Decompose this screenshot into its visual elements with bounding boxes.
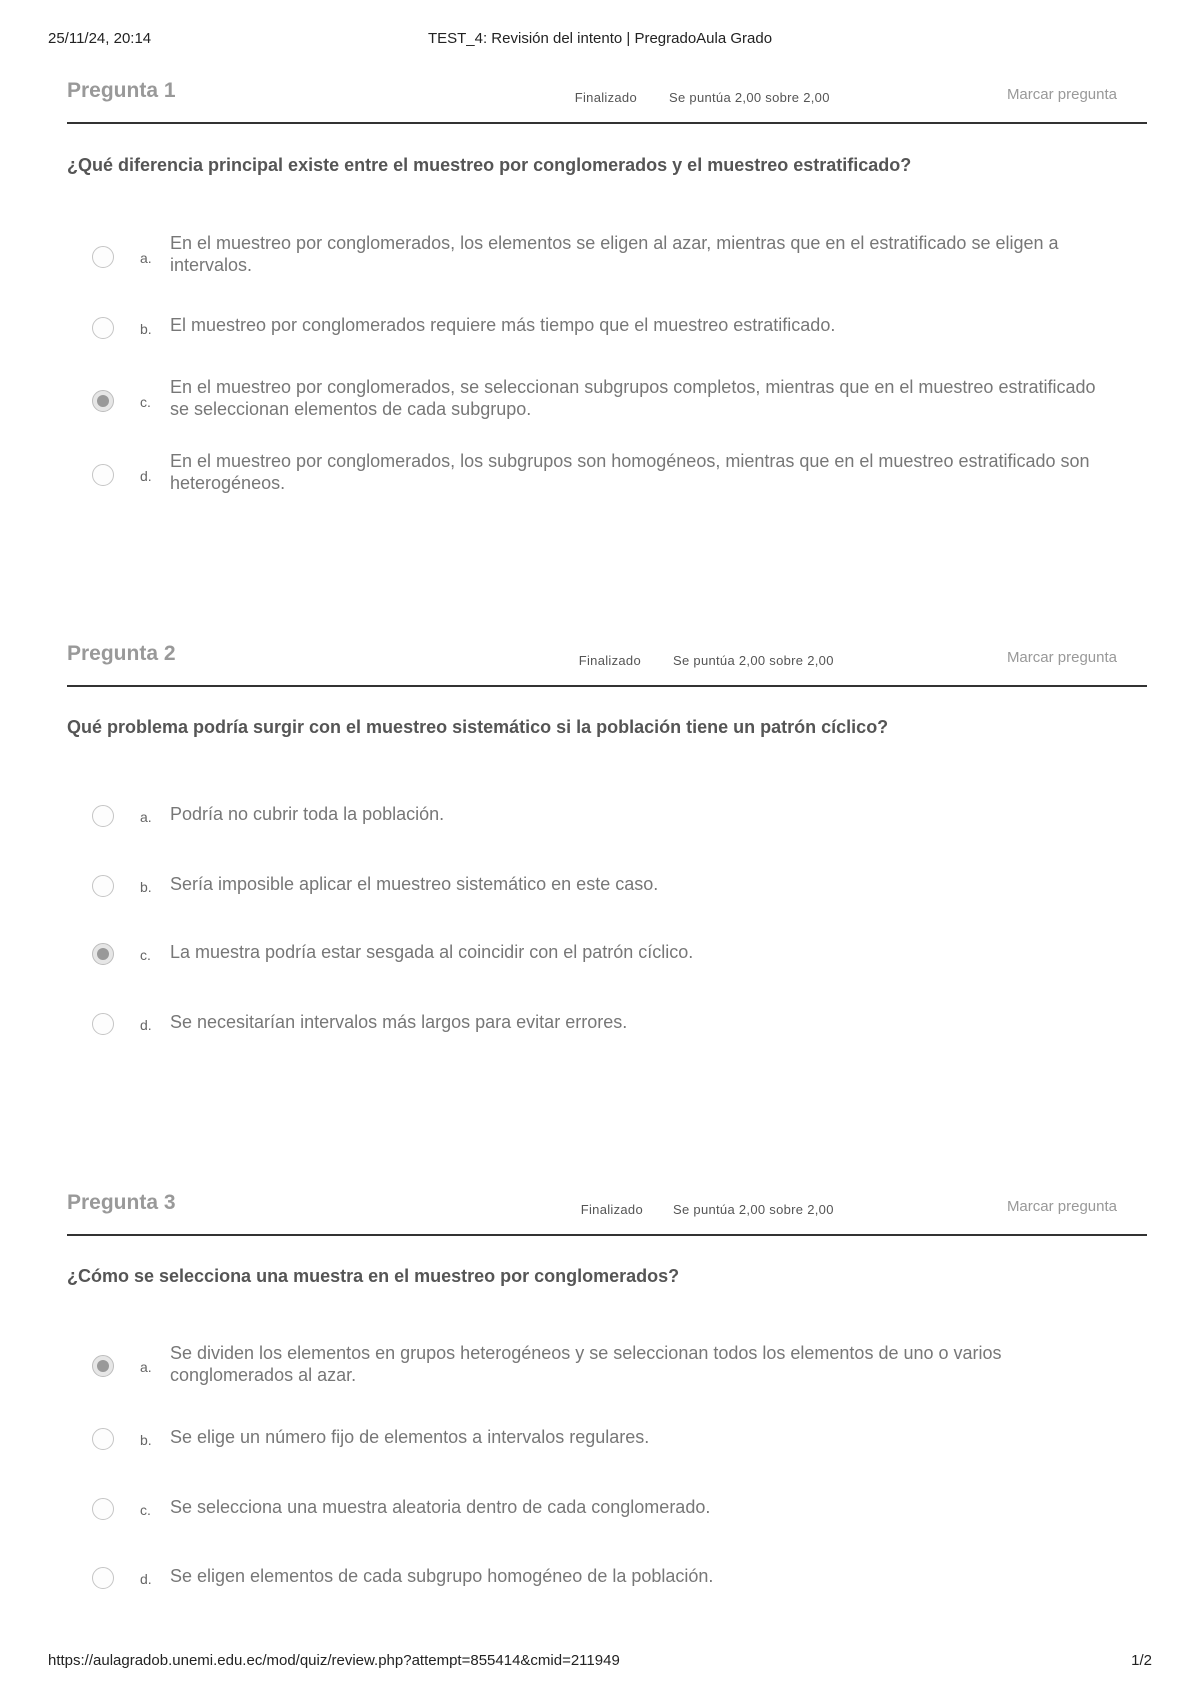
answer-letter: c. (140, 947, 151, 963)
question-2 (67, 633, 1147, 1033)
question-state: Finalizado (580, 1202, 643, 1217)
answer-letter: a. (140, 1359, 152, 1375)
answer-text: En el muestreo por conglomerados, los subgrupos son homogéneos, mientras que en el muestreo estratificado son heterogéneos. (170, 451, 1090, 493)
page-url: https://aulagradob.unemi.edu.ec/mod/quiz/review.php?attempt=855414&cmid=211949 (48, 1652, 620, 1669)
radio-button[interactable] (92, 464, 114, 486)
print-datetime: 25/11/24, 20:14 (48, 30, 152, 47)
question-header (67, 633, 1147, 687)
answer-text: Se dividen los elementos en grupos heterogéneos y se seleccionan todos los elementos de uno o varios conglomerados al azar. (170, 1343, 1002, 1385)
radio-button-selected[interactable] (92, 943, 114, 965)
flag-question-link[interactable]: Marcar pregunta (1006, 86, 1117, 103)
answer-text: Se selecciona una muestra aleatoria dentro de cada conglomerado. (170, 1497, 711, 1517)
question-title: Pregunta 3 (67, 1191, 176, 1214)
radio-button[interactable] (92, 1013, 114, 1035)
question-text: ¿Qué diferencia principal existe entre el muestreo por conglomerados y el muestreo estratificado? (67, 155, 912, 175)
question-state: Finalizado (574, 90, 637, 105)
answer-letter: d. (140, 468, 152, 484)
question-1 (67, 70, 1147, 493)
radio-button[interactable] (92, 317, 114, 339)
answer-text: Se eligen elementos de cada subgrupo homogéneo de la población. (170, 1566, 714, 1586)
radio-button[interactable] (92, 875, 114, 897)
answer-letter: c. (140, 394, 151, 410)
answer-letter: c. (140, 1502, 151, 1518)
question-header (67, 1182, 1147, 1236)
answer-letter: d. (140, 1017, 152, 1033)
answer-text: Se necesitarían intervalos más largos para evitar errores. (170, 1012, 628, 1032)
question-title: Pregunta 2 (67, 642, 176, 665)
answer-letter: b. (140, 321, 152, 337)
answer-letter: a. (140, 809, 152, 825)
print-footer (48, 1652, 1152, 1672)
flag-question-link[interactable]: Marcar pregunta (1006, 1198, 1117, 1215)
answer-letter: a. (140, 250, 152, 266)
radio-button[interactable] (92, 246, 114, 268)
radio-button[interactable] (92, 805, 114, 827)
answer-text: Se elige un número fijo de elementos a intervalos regulares. (170, 1427, 650, 1447)
question-grade: Se puntúa 2,00 sobre 2,00 (669, 90, 830, 105)
question-text: Qué problema podría surgir con el muestreo sistemático si la población tiene un patrón cíclico? (67, 717, 889, 737)
answer-text: El muestreo por conglomerados requiere más tiempo que el muestreo estratificado. (170, 315, 836, 335)
answer-text: En el muestreo por conglomerados, los elementos se eligen al azar, mientras que en el estratificado se eligen a intervalos. (170, 233, 1059, 275)
question-grade: Se puntúa 2,00 sobre 2,00 (673, 653, 834, 668)
answer-letter: b. (140, 879, 152, 895)
question-state: Finalizado (578, 653, 641, 668)
radio-button[interactable] (92, 1567, 114, 1589)
question-title: Pregunta 1 (67, 79, 176, 102)
answer-text: La muestra podría estar sesgada al coincidir con el patrón cíclico. (170, 942, 694, 962)
page-number: 1/2 (1131, 1652, 1152, 1669)
answer-letter: b. (140, 1432, 152, 1448)
radio-button[interactable] (92, 1498, 114, 1520)
answer-letter: d. (140, 1571, 152, 1587)
answer-text: En el muestreo por conglomerados, se seleccionan subgrupos completos, mientras que en el muestreo estratificado se seleccionan elementos de cada subgrupo. (170, 377, 1096, 419)
radio-button[interactable] (92, 1428, 114, 1450)
flag-question-link[interactable]: Marcar pregunta (1006, 649, 1117, 666)
question-grade: Se puntúa 2,00 sobre 2,00 (673, 1202, 834, 1217)
answer-text: Sería imposible aplicar el muestreo sistemático en este caso. (170, 874, 659, 894)
question-text: ¿Cómo se selecciona una muestra en el muestreo por conglomerados? (67, 1266, 680, 1286)
question-header (67, 70, 1147, 124)
print-header (48, 30, 1152, 50)
radio-button-selected[interactable] (92, 390, 114, 412)
question-3 (67, 1182, 1147, 1587)
radio-button-selected[interactable] (92, 1355, 114, 1377)
print-title: TEST_4: Revisión del intento | PregradoAula Grado (427, 30, 773, 47)
answer-text: Podría no cubrir toda la población. (170, 804, 445, 824)
